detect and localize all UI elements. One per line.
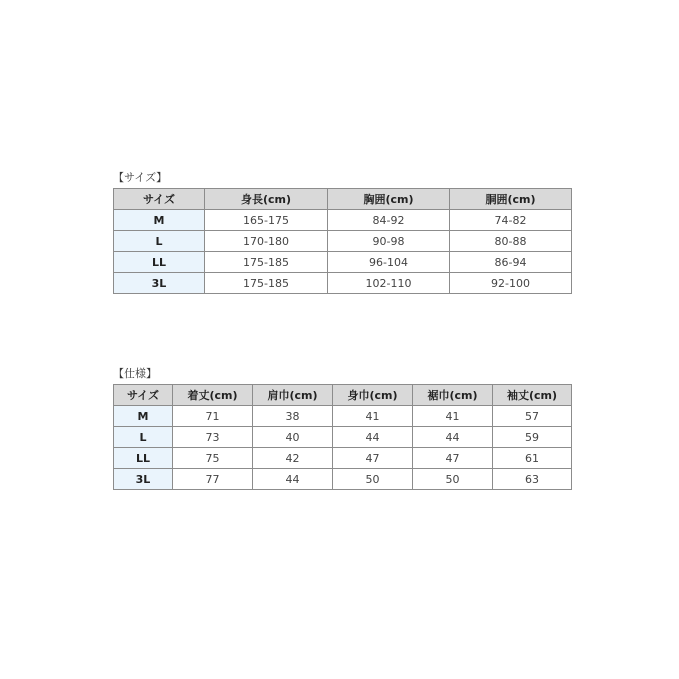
size-label: 3L xyxy=(114,273,205,294)
spec-table xyxy=(113,384,572,490)
shoulder-cell: 38 xyxy=(253,406,333,427)
spec-section xyxy=(113,366,572,490)
spec-section-title: 【仕様】 xyxy=(113,367,157,380)
chest-cell: 96-104 xyxy=(328,252,450,273)
chest-cell: 102-110 xyxy=(328,273,450,294)
table-row xyxy=(114,406,572,427)
hem-width-cell: 50 xyxy=(413,469,493,490)
size-label: M xyxy=(114,406,173,427)
sleeve-cell: 61 xyxy=(493,448,572,469)
hem-width-cell: 47 xyxy=(413,448,493,469)
body-width-cell: 44 xyxy=(333,427,413,448)
header-height: 身長(cm) xyxy=(205,189,328,210)
table-row xyxy=(114,252,572,273)
header-length: 着丈(cm) xyxy=(173,385,253,406)
hem-width-cell: 41 xyxy=(413,406,493,427)
sleeve-cell: 63 xyxy=(493,469,572,490)
waist-cell: 86-94 xyxy=(450,252,572,273)
header-sleeve: 袖丈(cm) xyxy=(493,385,572,406)
size-label: LL xyxy=(114,448,173,469)
size-section-title: 【サイズ】 xyxy=(113,171,168,184)
header-body-width: 身巾(cm) xyxy=(333,385,413,406)
shoulder-cell: 42 xyxy=(253,448,333,469)
length-cell: 75 xyxy=(173,448,253,469)
table-row xyxy=(114,273,572,294)
sleeve-cell: 57 xyxy=(493,406,572,427)
height-cell: 170-180 xyxy=(205,231,328,252)
hem-width-cell: 44 xyxy=(413,427,493,448)
size-label: M xyxy=(114,210,205,231)
table-row xyxy=(114,448,572,469)
height-cell: 175-185 xyxy=(205,252,328,273)
body-width-cell: 41 xyxy=(333,406,413,427)
waist-cell: 92-100 xyxy=(450,273,572,294)
waist-cell: 80-88 xyxy=(450,231,572,252)
size-label: 3L xyxy=(114,469,173,490)
size-label: LL xyxy=(114,252,205,273)
length-cell: 73 xyxy=(173,427,253,448)
table-row xyxy=(114,427,572,448)
header-shoulder: 肩巾(cm) xyxy=(253,385,333,406)
spec-table-header-row xyxy=(114,385,572,406)
header-size: サイズ xyxy=(114,385,173,406)
chest-cell: 90-98 xyxy=(328,231,450,252)
header-size: サイズ xyxy=(114,189,205,210)
sleeve-cell: 59 xyxy=(493,427,572,448)
waist-cell: 74-82 xyxy=(450,210,572,231)
length-cell: 77 xyxy=(173,469,253,490)
header-waist: 胴囲(cm) xyxy=(450,189,572,210)
size-label: L xyxy=(114,427,173,448)
size-table-header-row xyxy=(114,189,572,210)
height-cell: 175-185 xyxy=(205,273,328,294)
header-chest: 胸囲(cm) xyxy=(328,189,450,210)
shoulder-cell: 40 xyxy=(253,427,333,448)
table-row xyxy=(114,210,572,231)
size-section xyxy=(113,170,572,294)
shoulder-cell: 44 xyxy=(253,469,333,490)
header-hem-width: 裾巾(cm) xyxy=(413,385,493,406)
size-label: L xyxy=(114,231,205,252)
height-cell: 165-175 xyxy=(205,210,328,231)
body-width-cell: 50 xyxy=(333,469,413,490)
length-cell: 71 xyxy=(173,406,253,427)
table-row xyxy=(114,469,572,490)
body-width-cell: 47 xyxy=(333,448,413,469)
table-row xyxy=(114,231,572,252)
size-table xyxy=(113,188,572,294)
chest-cell: 84-92 xyxy=(328,210,450,231)
